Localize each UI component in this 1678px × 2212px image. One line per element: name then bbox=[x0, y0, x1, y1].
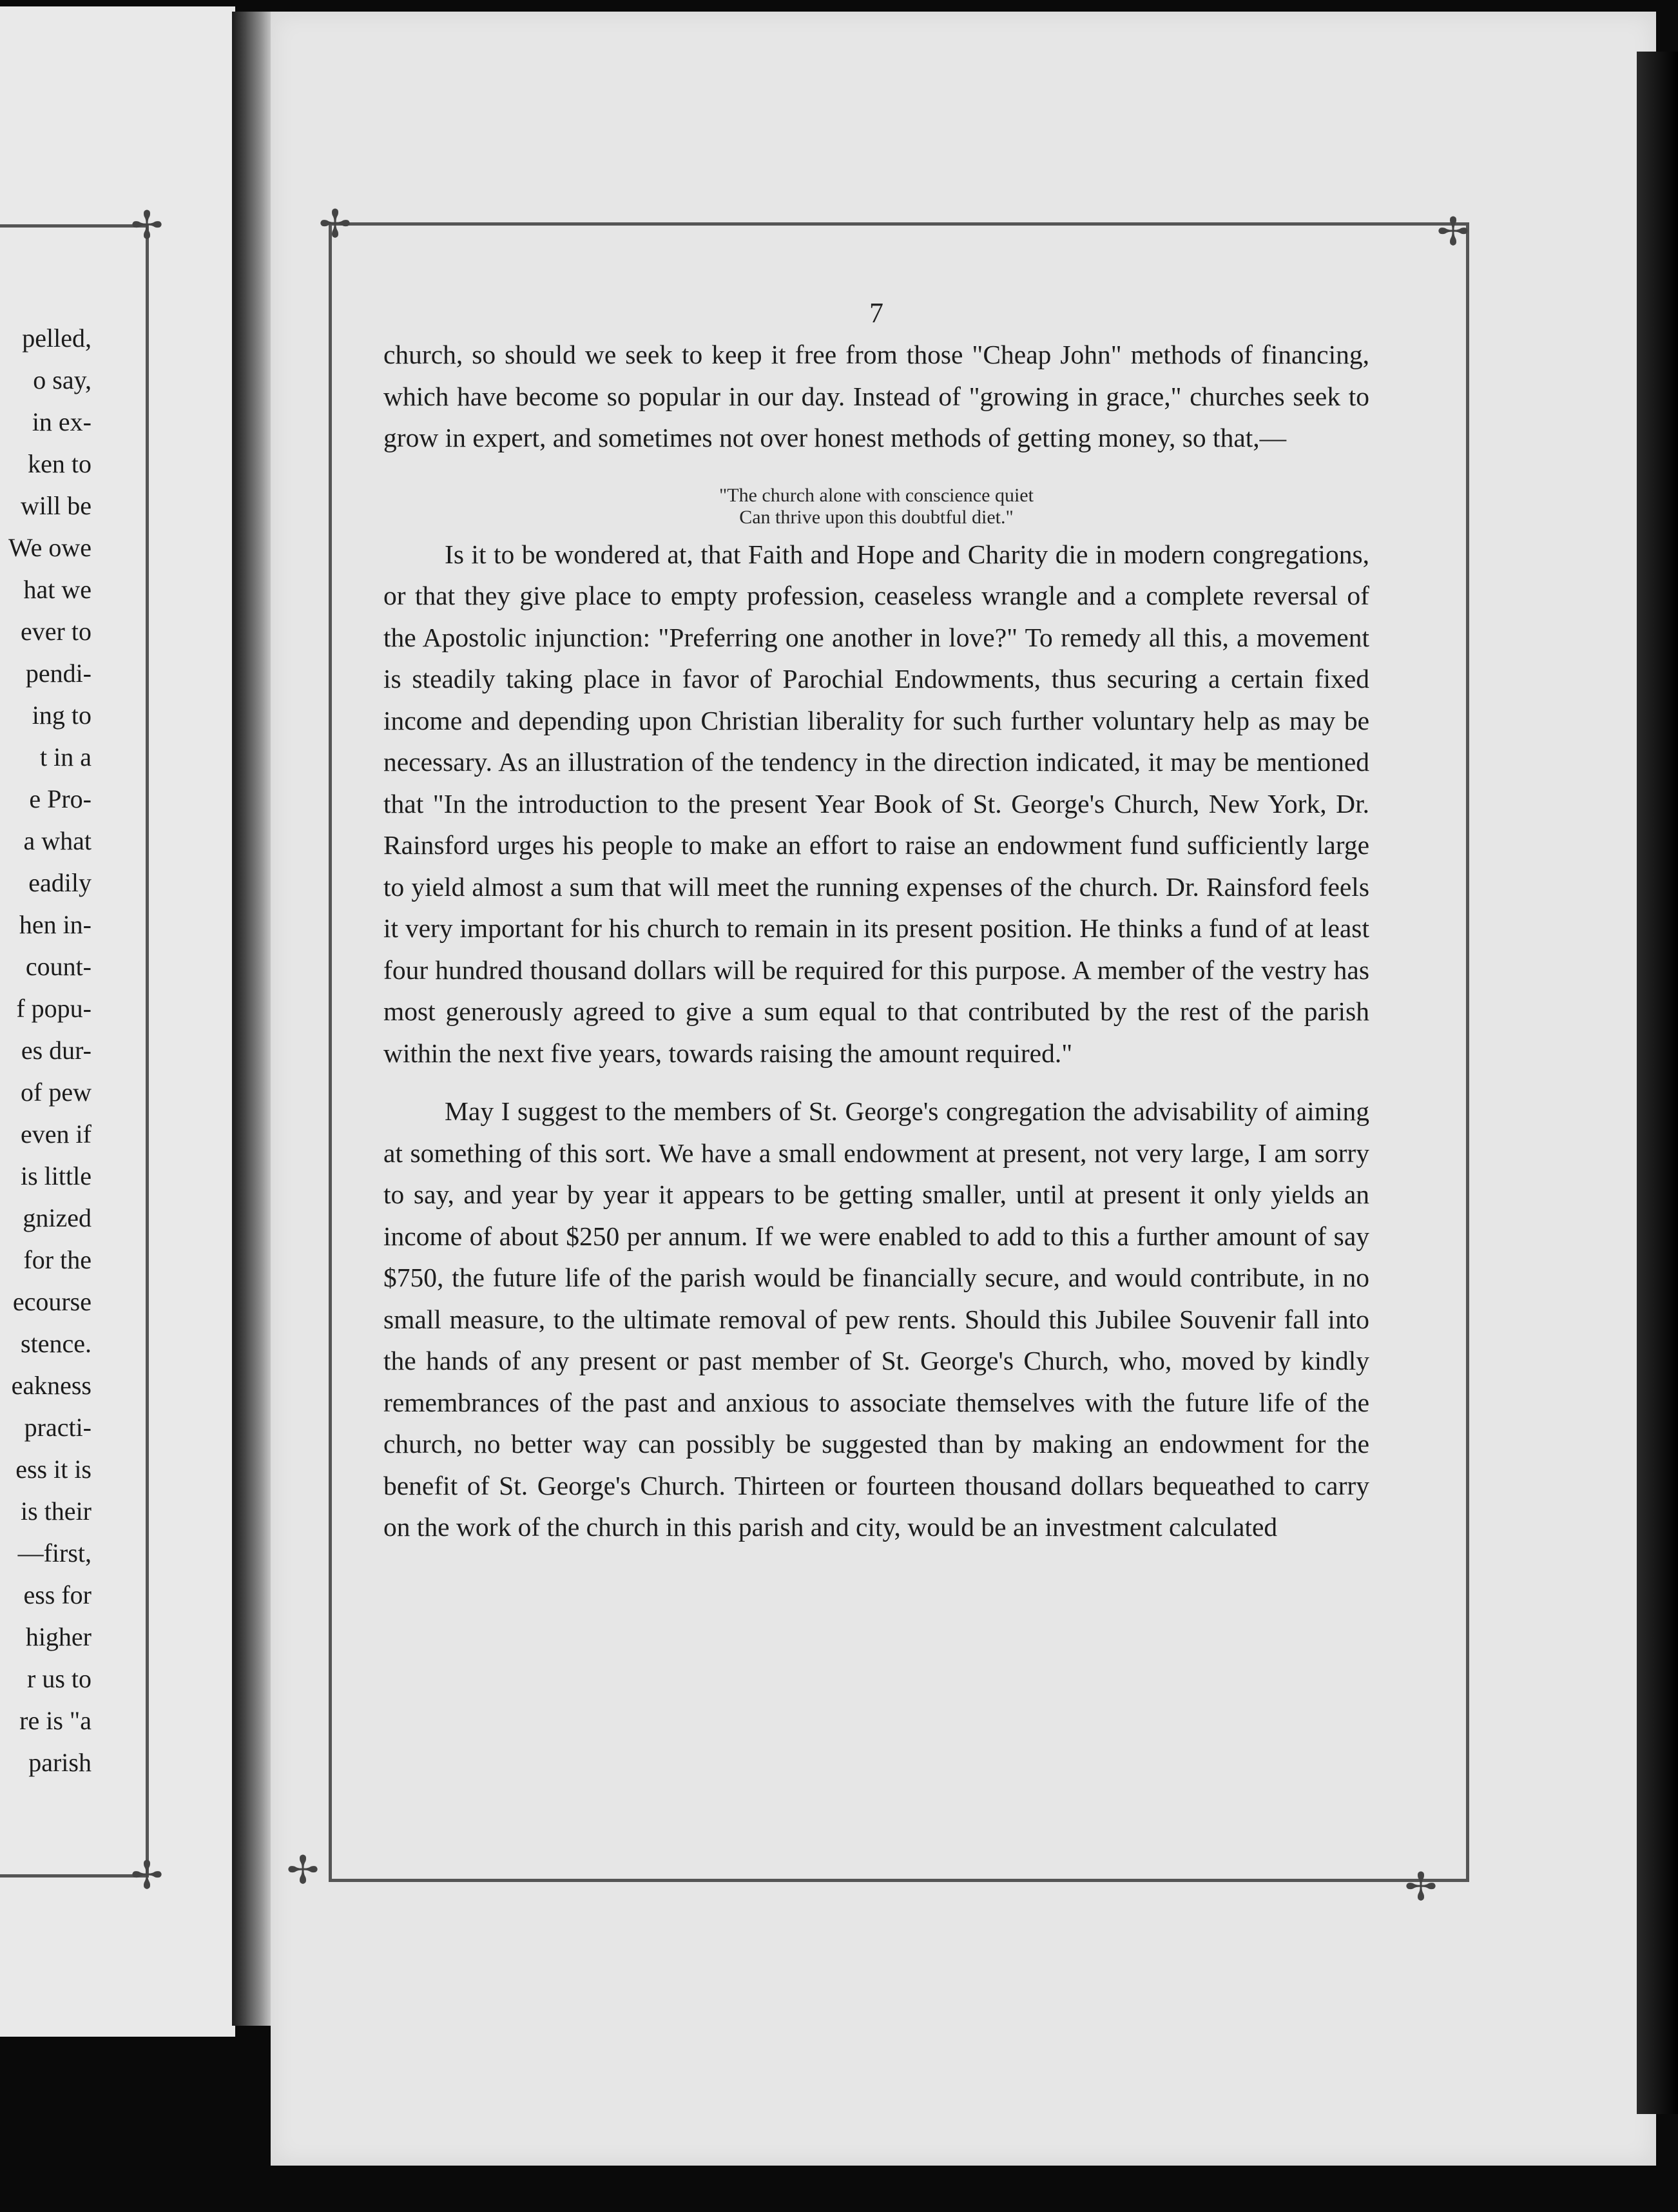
book-edge bbox=[1637, 52, 1678, 2114]
previous-page-line-fragment: even if bbox=[21, 1120, 92, 1149]
previous-page-line-fragment: will be bbox=[21, 491, 92, 520]
previous-page-line-fragment: higher bbox=[25, 1622, 92, 1651]
previous-page-line-fragment: t in a bbox=[40, 742, 92, 771]
previous-page-line-fragment: for the bbox=[23, 1245, 92, 1274]
previous-page-line-fragment: parish bbox=[28, 1748, 92, 1777]
paragraph: Is it to be wondered at, that Faith and Hope and Charity die in modern congregations, or that they give place to empty profession, ceaseless wrangle and a complete reversal of the Apostolic injunction: "Preferring one another in love?" To remedy all this, a movement is steadily taking place in favor of Parochial Endowments, thus securing a certain fixed income and depending upon Christian liberality for such further voluntary help as may be necessary. As an illustration of the tendency in the direction indicated, it may be mentioned that "In the introduction to the present Year Book of St. George's Church, New York, Dr. Rainsford urges his people to make an effort to raise an endowment fund sufficiently large to yield almost a sum that will meet the running expenses of the church. Dr. Rainsford feels it very important for his church to remain in its present position. He thinks a fund of at least four hundred thousand dollars will be required for this purpose. A member of the vestry has most generously agreed to give a sum equal to that contributed by the rest of the parish within the next five years, towards raising the amount required." bbox=[383, 539, 1369, 1068]
previous-page-line-fragment: eakness bbox=[11, 1371, 92, 1400]
previous-page-line-fragment: is their bbox=[21, 1497, 92, 1526]
left-frame-corner-ornament-icon: ✢ bbox=[130, 204, 164, 247]
previous-page-line-fragment: re is "a bbox=[19, 1706, 92, 1735]
previous-page-line-fragment: o say, bbox=[33, 365, 92, 394]
page-number: 7 bbox=[869, 297, 883, 329]
previous-page-line-fragment: in ex- bbox=[32, 407, 92, 436]
top-right-corner-ornament-icon: ✢ bbox=[1436, 211, 1470, 253]
previous-page-line-fragment: gnized bbox=[23, 1203, 92, 1232]
previous-page-line-fragment: count- bbox=[25, 952, 92, 981]
previous-page-line-fragment: of pew bbox=[21, 1078, 92, 1107]
left-frame-bottom-rule bbox=[0, 1874, 148, 1877]
previous-page-line-fragment: ecourse bbox=[12, 1287, 92, 1316]
previous-page-line-fragment: pendi- bbox=[25, 659, 92, 688]
previous-page-line-fragment: stence. bbox=[21, 1329, 92, 1358]
previous-page-line-fragment: ess it is bbox=[15, 1455, 92, 1484]
bottom-right-corner-ornament-icon: ✢ bbox=[1404, 1866, 1438, 1908]
page-body bbox=[383, 334, 1369, 1548]
previous-page-line-fragment: ess for bbox=[23, 1580, 92, 1609]
previous-page-line-fragment: ever to bbox=[21, 617, 92, 646]
previous-page-line-fragment: e Pro- bbox=[29, 784, 92, 813]
left-frame-corner-ornament-icon: ✢ bbox=[130, 1854, 164, 1897]
previous-page-line-fragment: pelled, bbox=[22, 324, 92, 353]
previous-page-line-fragment: hat we bbox=[23, 575, 92, 604]
previous-page-line-fragment: ing to bbox=[32, 701, 92, 730]
previous-page-line-fragment: a what bbox=[23, 826, 92, 855]
previous-page-line-fragment: f popu- bbox=[16, 994, 92, 1023]
paragraph-continued: church, so should we seek to keep it free from those "Cheap John" methods of financing, which have become so popular in our day. Instead of "growing in grace," churches seek to grow in expert, and sometimes not over honest methods of getting money, so that,— bbox=[383, 340, 1369, 452]
previous-page-line-fragment: es dur- bbox=[21, 1036, 92, 1065]
previous-page-line-fragment: ken to bbox=[28, 449, 92, 478]
paragraph: May I suggest to the members of St. George's congregation the advisability of aiming at something of this sort. We have a small endowment at present, not very large, I am sorry to say, and year by year it appears to be getting smaller, until at present it only yields an income of about $250 per annum. If we were enabled to add to this a further amount of say $750, the future life of the parish would be financially secure, and would contribute, in no small measure, to the ultimate removal of pew rents. Should this Jubilee Souvenir fall into the hands of any present or past member of St. George's Church, who, moved by kindly remembrances of the past and anxious to associate themselves with the future life of the church, no better way can possibly be suggested than by making an endowment for the benefit of St. George's Church. Thirteen or fourteen thousand dollars bequeathed to carry on the work of the church in this parish and city, would be an investment calculated bbox=[383, 1096, 1369, 1542]
verse-line: Can thrive upon this doubtful diet." bbox=[739, 506, 1014, 528]
verse-line: "The church alone with conscience quiet bbox=[719, 484, 1034, 506]
left-frame-side-rule bbox=[146, 224, 149, 1877]
previous-page-line-fragment: eadily bbox=[28, 868, 92, 897]
top-left-corner-ornament-icon: ✢ bbox=[318, 203, 352, 246]
previous-page-line-fragment: is little bbox=[21, 1161, 92, 1190]
book-gutter-shadow bbox=[232, 12, 272, 2026]
previous-page-line-fragment: —first, bbox=[17, 1538, 92, 1567]
bottom-left-corner-ornament-icon: ✢ bbox=[286, 1849, 320, 1892]
previous-page bbox=[0, 6, 235, 2037]
verse-quotation bbox=[383, 485, 1369, 529]
previous-page-line-fragment: practi- bbox=[24, 1413, 92, 1442]
previous-page-line-fragment: hen in- bbox=[19, 910, 92, 939]
left-frame-top-rule bbox=[0, 224, 148, 228]
previous-page-line-fragment: r us to bbox=[27, 1664, 92, 1693]
previous-page-line-fragment: We owe bbox=[8, 533, 92, 562]
